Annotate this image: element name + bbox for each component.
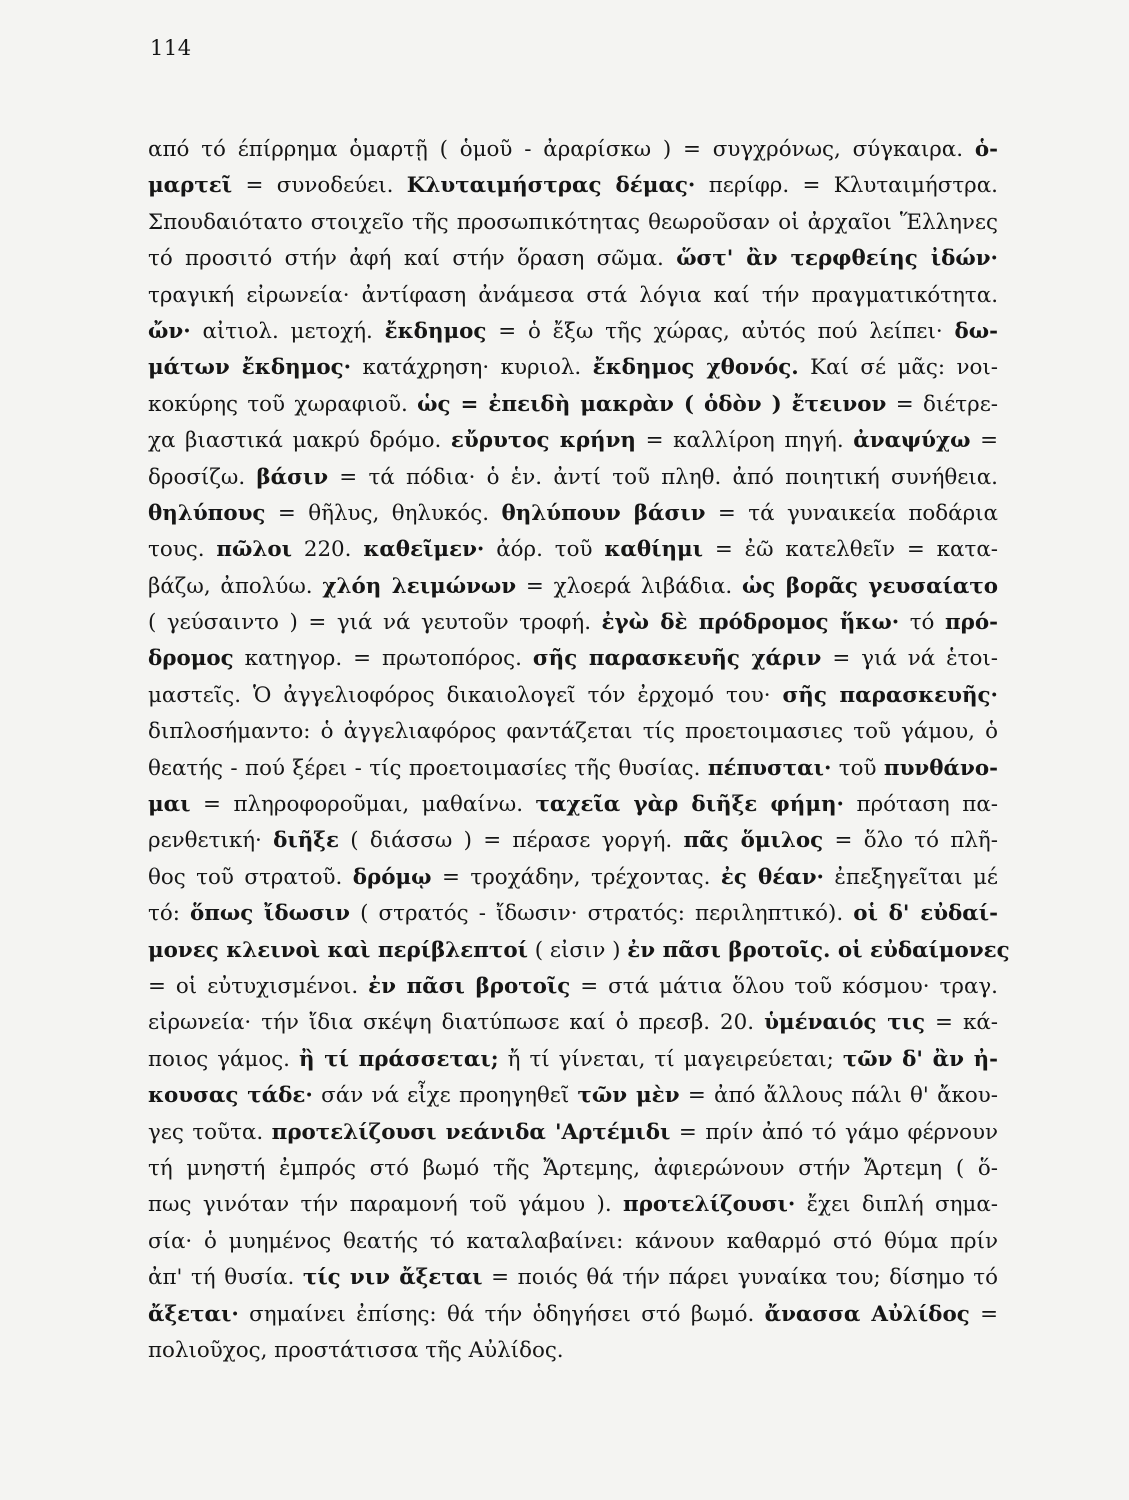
- text-line: [148, 350, 998, 386]
- gloss-text: = πρίν ἀπό τό γάμο φέρνουν: [670, 1119, 998, 1145]
- gloss-text: θος τοῦ στρατοῦ.: [148, 864, 353, 890]
- page-number: 114: [150, 36, 192, 60]
- text-line: [148, 168, 998, 204]
- lemma-bold: θηλύπουν βάσιν: [501, 500, 706, 526]
- text-line: [148, 1151, 998, 1187]
- gloss-text: ρενθετική·: [148, 828, 274, 854]
- lemma-bold: ὤν·: [148, 318, 191, 344]
- gloss-text: πολιοῦχος, προστάτισσα τῆς Αὐλίδος.: [148, 1337, 564, 1363]
- text-line: [148, 1078, 998, 1114]
- gloss-text: = διέτρε-: [886, 391, 999, 417]
- lemma-bold: ἢ τί πράσσεται;: [299, 1046, 499, 1072]
- lemma-bold: ταχεῖα γὰρ διῆξε φήμη·: [535, 792, 844, 818]
- gloss-text: ποιος γάμος.: [148, 1046, 299, 1072]
- text-line: [148, 1333, 998, 1369]
- lemma-bold: προτελίζουσι·: [623, 1192, 796, 1218]
- gloss-text: = κά-: [924, 1010, 998, 1036]
- gloss-text: = θῆλυς, θηλυκός.: [265, 500, 502, 526]
- gloss-text: εἰρωνεία· τήν ἴδια σκέψη διατύπωσε καί ὁ πρεσβ. 20.: [148, 1010, 765, 1036]
- lemma-bold: μαρτεῖ: [148, 173, 233, 199]
- text-line: [148, 496, 998, 532]
- lemma-bold: ἄνασσα Αὐλίδος: [764, 1301, 970, 1327]
- gloss-text: διπλοσήμαντο: ὁ ἀγγελιαφόρος φαντάζεται τίς προετοιμασιες τοῦ γάμου, ὁ: [148, 719, 998, 745]
- lemma-bold: ἔκδημος: [384, 318, 487, 344]
- gloss-text: μαστεῖς. Ὁ ἀγγελιοφόρος δικαιολογεῖ τόν ἐρχομό του·: [148, 682, 783, 708]
- gloss-text: ἐπεξηγεῖται μέ: [823, 864, 998, 890]
- lemma-bold: σῆς παρασκευῆς χάριν: [532, 646, 822, 672]
- gloss-text: θεατής - πού ξέρει - τίς προετοιμασίες τῆς θυσίας.: [148, 755, 708, 781]
- gloss-text: = τά γυναικεία ποδάρια: [705, 500, 998, 526]
- gloss-text: γες τοῦτα.: [148, 1119, 272, 1145]
- gloss-text: πρόταση πα-: [844, 792, 998, 818]
- gloss-text: = τά πόδια· ὁ ἑν. ἀντί τοῦ πληθ. ἀπό ποιητική συνήθεια.: [328, 464, 998, 490]
- text-line: [148, 1042, 998, 1078]
- lemma-bold: πέπυσται·: [707, 755, 832, 781]
- text-line: [148, 205, 998, 241]
- text-line: [148, 678, 998, 714]
- gloss-text: κατάχρηση· κυριολ.: [351, 355, 593, 381]
- lemma-bold: ἐς θέαν·: [720, 864, 824, 890]
- lemma-bold: ἔκδημος χθονός.: [592, 355, 799, 381]
- gloss-text: βάζω, ἀπολύω.: [148, 573, 323, 599]
- text-line: [148, 241, 998, 277]
- text-line: [148, 1260, 998, 1296]
- text-line: [148, 532, 998, 568]
- gloss-text: ( στρατός - ἴδωσιν· στρατός: περιληπτικό).: [350, 901, 854, 927]
- lemma-bold: μαι: [148, 792, 191, 818]
- text-line: [148, 569, 998, 605]
- gloss-text: δροσίζω.: [148, 464, 257, 490]
- gloss-text: ( διάσσω ) = πέρασε γοργή.: [338, 828, 684, 854]
- lemma-bold: θηλύπους: [148, 500, 266, 526]
- text-line: [148, 1005, 998, 1041]
- gloss-text: =: [970, 428, 998, 454]
- lemma-bold: δρόμῳ: [352, 864, 432, 890]
- gloss-text: = συνοδεύει.: [232, 173, 407, 199]
- gloss-text: τοῦ: [831, 755, 884, 781]
- text-line: [148, 387, 998, 423]
- gloss-text: κατηγορ. = πρωτοπόρος.: [233, 646, 533, 672]
- lemma-bold: μονες κλεινοὶ καὶ περίβλεπτοί: [148, 937, 528, 963]
- gloss-text: χα βιαστικά μακρύ δρόμο.: [148, 428, 451, 454]
- gloss-text: σία· ὁ μυημένος θεατής τό καταλαβαίνει: κάνουν καθαρμό στό θύμα πρίν: [148, 1228, 998, 1254]
- text-line: [148, 314, 998, 350]
- text-line: [148, 605, 998, 641]
- gloss-text: σάν νά εἶχε προηγηθεῖ: [312, 1083, 578, 1109]
- gloss-text: = χλοερά λιβάδια.: [516, 573, 742, 599]
- text-line: [148, 933, 1010, 969]
- gloss-text: Καί σέ μᾶς: νοι-: [798, 355, 998, 381]
- lemma-bold: πῶλοι: [216, 537, 292, 563]
- gloss-text: =: [969, 1301, 999, 1327]
- gloss-text: περίφρ. = Κλυταιμήστρα.: [695, 173, 998, 199]
- text-line: [148, 1224, 998, 1260]
- lemma-bold: πυνθάνο-: [883, 755, 998, 781]
- lemma-bold: ἐν πᾶσι βροτοῖς. οἱ εὐδαίμονες: [627, 937, 1010, 963]
- text-line: [148, 787, 998, 823]
- gloss-text: = ἐῶ κατελθεῖν = κατα-: [703, 537, 998, 563]
- gloss-text: = ὅλο τό πλῆ-: [823, 828, 998, 854]
- gloss-text: κοκύρης τοῦ χωραφιοῦ.: [148, 391, 418, 417]
- gloss-text: ( γεύσαιντο ) = γιά νά γευτοῦν τροφή.: [148, 610, 602, 636]
- gloss-text: ἤ τί γίνεται, τί μαγειρεύεται;: [498, 1046, 843, 1072]
- lemma-bold: τίς νιν ἄξεται: [302, 1265, 483, 1291]
- text-line: [148, 751, 998, 787]
- lemma-bold: χλόη λειμώνων: [322, 573, 517, 599]
- text-line: [148, 1187, 998, 1223]
- lemma-bold: ὁ-: [974, 137, 998, 162]
- gloss-text: 220.: [291, 537, 364, 563]
- lemma-bold: ὑμέναιός τις: [764, 1010, 925, 1036]
- lemma-bold: διῆξε: [273, 828, 339, 854]
- text-line: [148, 423, 998, 459]
- gloss-text: τραγική εἰρωνεία· ἀντίφαση ἀνάμεσα στά λόγια καί τήν πραγματικότητα.: [148, 282, 998, 308]
- lemma-bold: βάσιν: [256, 464, 329, 490]
- gloss-text: = τροχάδην, τρέχοντας.: [431, 864, 721, 890]
- lemma-bold: ὥστ' ἂν τερφθείης ἰδών·: [676, 246, 999, 272]
- gloss-text: = ποιός θά τήν πάρει γυναίκα του; δίσημο τό: [482, 1265, 999, 1291]
- gloss-text: σημαίνει ἐπίσης: θά τήν ὁδηγήσει στό βωμό.: [238, 1301, 765, 1327]
- lemma-bold: ἐγὼ δὲ πρόδρομος ἥκω·: [601, 610, 900, 636]
- gloss-text: ἀπ' τή θυσία.: [148, 1265, 303, 1291]
- lemma-bold: δω-: [954, 318, 998, 344]
- lemma-bold: ὡς βορᾶς γευσαίατο: [741, 573, 999, 599]
- gloss-text: ἔχει διπλή σημα-: [795, 1192, 998, 1218]
- gloss-text: Σπουδαιότατο στοιχεῖο τῆς προσωπικότητας θεωροῦσαν οἱ ἀρχαῖοι Ἕλληνες: [148, 209, 998, 235]
- commentary-text: [148, 132, 1010, 1369]
- lemma-bold: τῶν δ' ἂν ἠ-: [842, 1046, 998, 1072]
- lemma-bold: ἐν πᾶσι βροτοῖς: [368, 973, 571, 999]
- gloss-text: από τό έπίρρημα ὁμαρτῇ ( ὁμοῦ - ἀραρίσκω ) = συγχρόνως, σύγκαιρα.: [148, 137, 975, 162]
- gloss-text: = πληροφοροῦμαι, μαθαίνω.: [190, 792, 536, 818]
- gloss-text: τό:: [148, 901, 190, 927]
- gloss-text: τή μνηστή ἐμπρός στό βωμό τῆς Ἄρτεμης, ἀφιερώνουν στήν Ἄρτεμη ( ὅ-: [148, 1155, 998, 1181]
- gloss-text: = γιά νά ἑτοι-: [821, 646, 998, 672]
- lemma-bold: πᾶς ὅμιλος: [683, 828, 824, 854]
- lemma-bold: εὔρυτος κρήνη: [450, 428, 636, 454]
- text-line: [148, 641, 998, 677]
- lemma-bold: ἀναψύχω: [853, 428, 971, 454]
- gloss-text: = οἱ εὐτυχισμένοι.: [148, 973, 369, 999]
- gloss-text: τό προσιτό στήν ἀφή καί στήν ὅραση σῶμα.: [148, 246, 677, 272]
- gloss-text: = καλλίροη πηγή.: [636, 428, 854, 454]
- text-line: [148, 132, 998, 168]
- text-line: [148, 1297, 998, 1333]
- lemma-bold: ὡς = ἐπειδὴ μακρὰν ( ὁδὸν ) ἔτεινον: [417, 391, 887, 417]
- gloss-text: ἀόρ. τοῦ: [484, 537, 605, 563]
- lemma-bold: προτελίζουσι νεάνιδα 'Αρτέμιδι: [271, 1119, 671, 1145]
- lemma-bold: σῆς παρασκευῆς·: [782, 682, 998, 708]
- lemma-bold: οἱ δ' εὐδαί-: [853, 901, 998, 927]
- lemma-bold: μάτων ἔκδημος·: [148, 355, 352, 381]
- gloss-text: τους.: [148, 537, 217, 563]
- gloss-text: τό: [899, 610, 945, 636]
- text-line: [148, 1115, 998, 1151]
- lemma-bold: κουσας τάδε·: [148, 1083, 313, 1109]
- gloss-text: ( εἰσιν ): [527, 937, 628, 963]
- gloss-text: = ἀπό ἄλλους πάλι θ' ἄκου-: [679, 1083, 998, 1109]
- text-line: [148, 823, 998, 859]
- lemma-bold: πρό-: [944, 610, 998, 636]
- text-line: [148, 278, 998, 314]
- lemma-bold: καθίημι: [604, 537, 704, 563]
- gloss-text: = ὁ ἔξω τῆς χώρας, αὐτός πού λείπει·: [486, 318, 955, 344]
- text-line: [148, 896, 998, 932]
- text-line: [148, 714, 998, 750]
- lemma-bold: τῶν μὲν: [577, 1083, 680, 1109]
- text-line: [148, 860, 998, 896]
- lemma-bold: καθεῖμεν·: [363, 537, 485, 563]
- text-line: [148, 460, 998, 496]
- lemma-bold: ὅπως ἴδωσιν: [190, 901, 350, 927]
- gloss-text: = στά μάτια ὅλου τοῦ κόσμου· τραγ.: [570, 973, 998, 999]
- gloss-text: πως γινόταν τήν παραμονή τοῦ γάμου ).: [148, 1192, 624, 1218]
- lemma-bold: ἄξεται·: [148, 1301, 239, 1327]
- gloss-text: αἰτιολ. μετοχή.: [190, 318, 385, 344]
- lemma-bold: Κλυταιμήστρας δέμας·: [406, 173, 696, 199]
- lemma-bold: δρομος: [148, 646, 234, 672]
- text-line: [148, 969, 998, 1005]
